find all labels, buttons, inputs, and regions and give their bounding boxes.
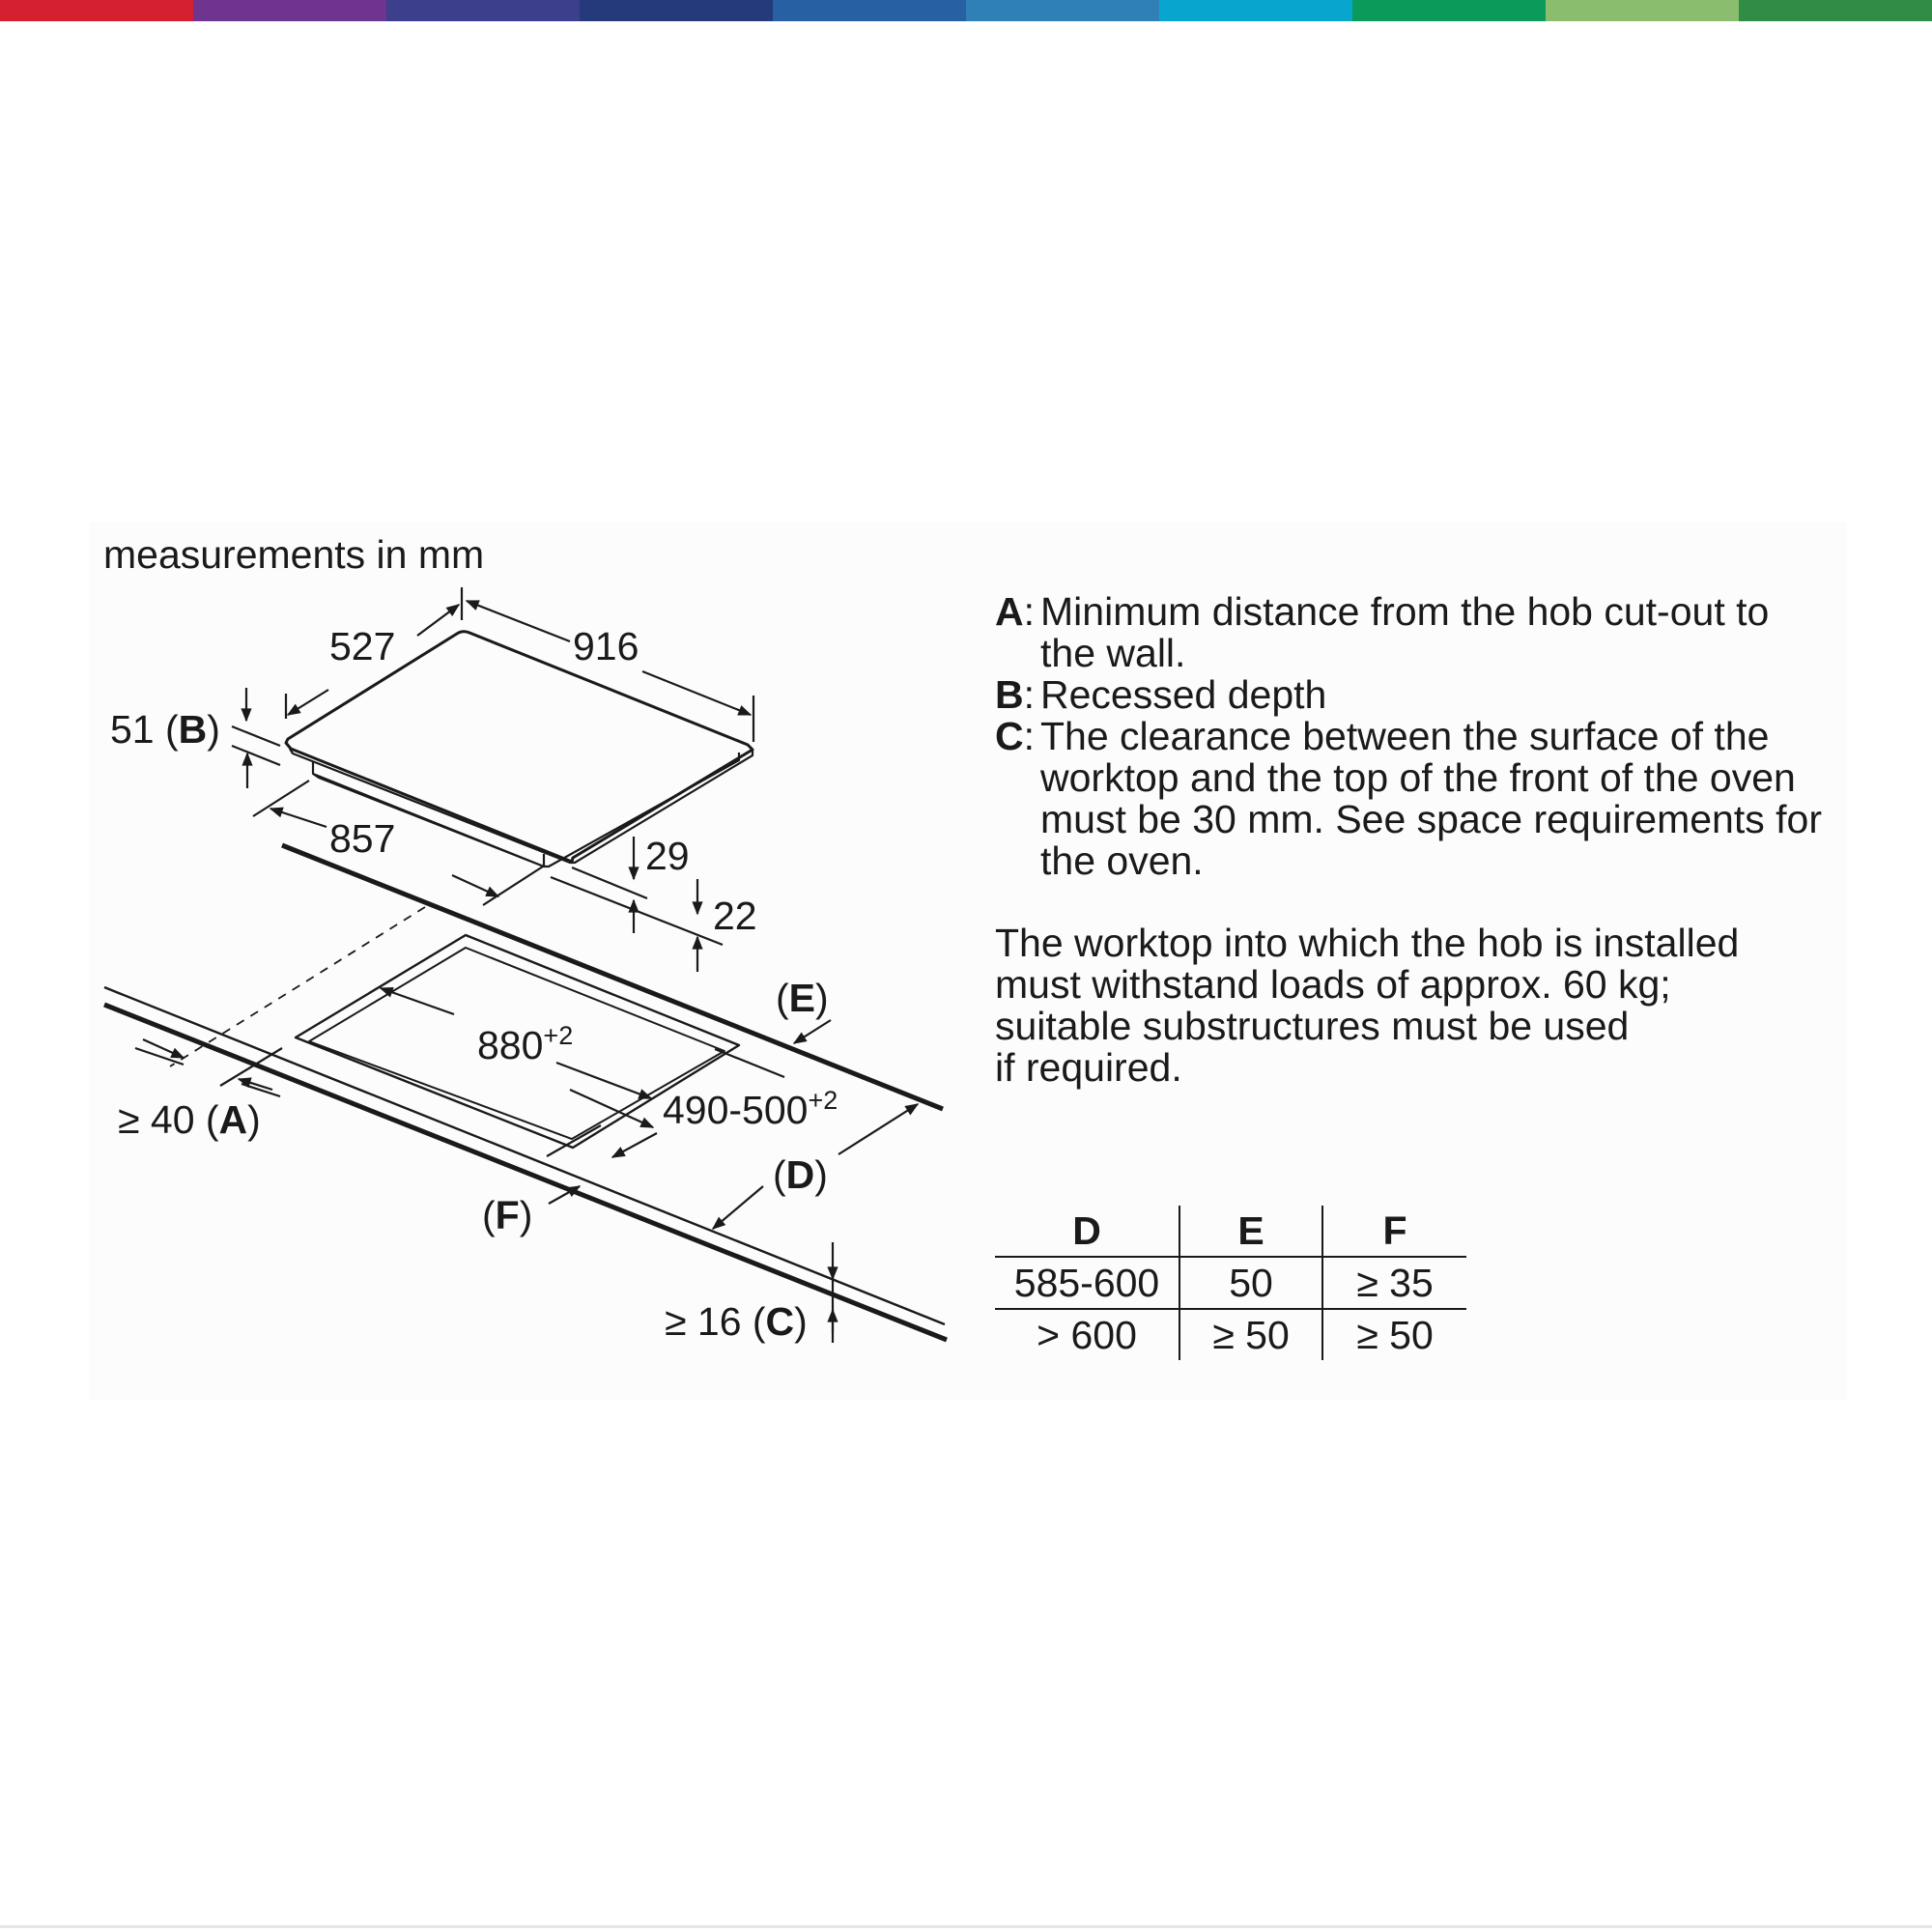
legend-text: Minimum distance from the hob cut-out to the wall. [1040, 589, 1770, 675]
dim-cutout-depth-tolerance: +2 [808, 1086, 838, 1115]
legend-colon: : [1023, 589, 1036, 634]
label-f-key: F [495, 1193, 520, 1237]
dim-width-top: 916 [573, 624, 639, 668]
units-label: measurements in mm [103, 532, 485, 577]
dimension-table [995, 1206, 1466, 1360]
min-clearance-c-close: ) [794, 1299, 808, 1344]
legend-item-a [995, 591, 1864, 674]
dimension-arrow [270, 809, 327, 827]
dim-recess-b-key: B [178, 707, 208, 752]
dim-cutout-width [477, 1021, 573, 1067]
label-d [773, 1152, 828, 1197]
min-clearance-c-value: ≥ 16 ( [665, 1299, 766, 1344]
table-header-e: E [1179, 1206, 1322, 1257]
dimension-arrow [794, 1020, 831, 1043]
legend-key: C [995, 714, 1024, 758]
table-cell: ≥ 35 [1322, 1257, 1466, 1309]
dim-recess-b-close: ) [207, 707, 220, 752]
dim-cutout-depth [663, 1086, 838, 1132]
wall-reference-line [170, 907, 425, 1066]
dim-recess-b [110, 707, 220, 752]
extension-line [232, 746, 280, 765]
extension-line [232, 726, 280, 746]
label-e-open: ( [776, 976, 789, 1020]
extension-line [135, 1048, 184, 1065]
legend-key: B [995, 672, 1024, 717]
dim-height-22: 22 [713, 894, 757, 938]
dim-cutout-depth-value: 490-500 [663, 1088, 809, 1132]
min-clearance-c [665, 1299, 808, 1344]
dimension-arrow [452, 875, 498, 896]
table-cell: > 600 [995, 1309, 1179, 1360]
label-f [482, 1193, 532, 1237]
dimension-arrow [556, 1063, 651, 1098]
legend-text: Recessed depth [1040, 672, 1327, 717]
legend-colon: : [1023, 714, 1036, 758]
label-f-close: ) [519, 1193, 533, 1237]
label-d-key: D [785, 1152, 815, 1197]
legend-text: The clearance between the surface of the worktop and the top of the front of the oven must be 30 mm. See space requirements for the oven. [1040, 714, 1822, 883]
extension-line [572, 867, 647, 898]
label-d-open: ( [773, 1152, 786, 1197]
table-cell: ≥ 50 [1356, 1312, 1434, 1357]
label-e [776, 976, 829, 1020]
dim-recess-b-value: 51 ( [110, 707, 179, 752]
dimension-arrow [467, 601, 570, 641]
dim-depth-top: 527 [329, 624, 396, 668]
legend-colon: : [1023, 672, 1036, 717]
min-distance-a-close: ) [247, 1097, 261, 1142]
dim-width-bottom: 857 [329, 816, 396, 861]
legend-item-b [995, 674, 1864, 716]
table-cell: 585-600 [995, 1257, 1179, 1309]
table-row [995, 1257, 1466, 1309]
load-note: The worktop into which the hob is installed must withstand loads of approx. 60 kg; suitable substructures must be used if required. [995, 921, 1740, 1090]
extension-line [715, 1049, 784, 1077]
min-distance-a [118, 1097, 261, 1142]
table-cell: 50 [1179, 1257, 1322, 1309]
dimension-arrow [381, 988, 454, 1014]
legend-key: A [995, 589, 1024, 634]
legend-item-c [995, 716, 1864, 882]
dimension-arrow [612, 1133, 657, 1157]
table-row [995, 1309, 1466, 1360]
dim-cutout-width-value: 880 [477, 1023, 544, 1067]
min-distance-a-key: A [218, 1097, 248, 1142]
min-distance-a-value: ≥ 40 ( [118, 1097, 219, 1142]
table-header-d: D [995, 1206, 1179, 1257]
label-d-close: ) [814, 1152, 828, 1197]
legend-list [995, 591, 1864, 882]
dimension-arrow [713, 1186, 763, 1229]
table-header-row [995, 1206, 1466, 1257]
label-e-key: E [788, 976, 816, 1020]
dimension-arrow [417, 605, 459, 636]
label-e-close: ) [815, 976, 829, 1020]
dim-height-29: 29 [645, 834, 690, 878]
dimension-arrow [288, 690, 328, 715]
bottom-border [0, 1925, 1932, 1928]
min-clearance-c-key: C [765, 1299, 795, 1344]
label-f-open: ( [482, 1193, 496, 1237]
dimension-arrow [838, 1104, 918, 1154]
extension-line [483, 867, 543, 905]
table-cell: ≥ 50 [1179, 1309, 1322, 1360]
dim-cutout-width-tolerance: +2 [543, 1021, 574, 1050]
dimension-arrow [143, 1039, 184, 1058]
table-header-f: F [1322, 1206, 1466, 1257]
